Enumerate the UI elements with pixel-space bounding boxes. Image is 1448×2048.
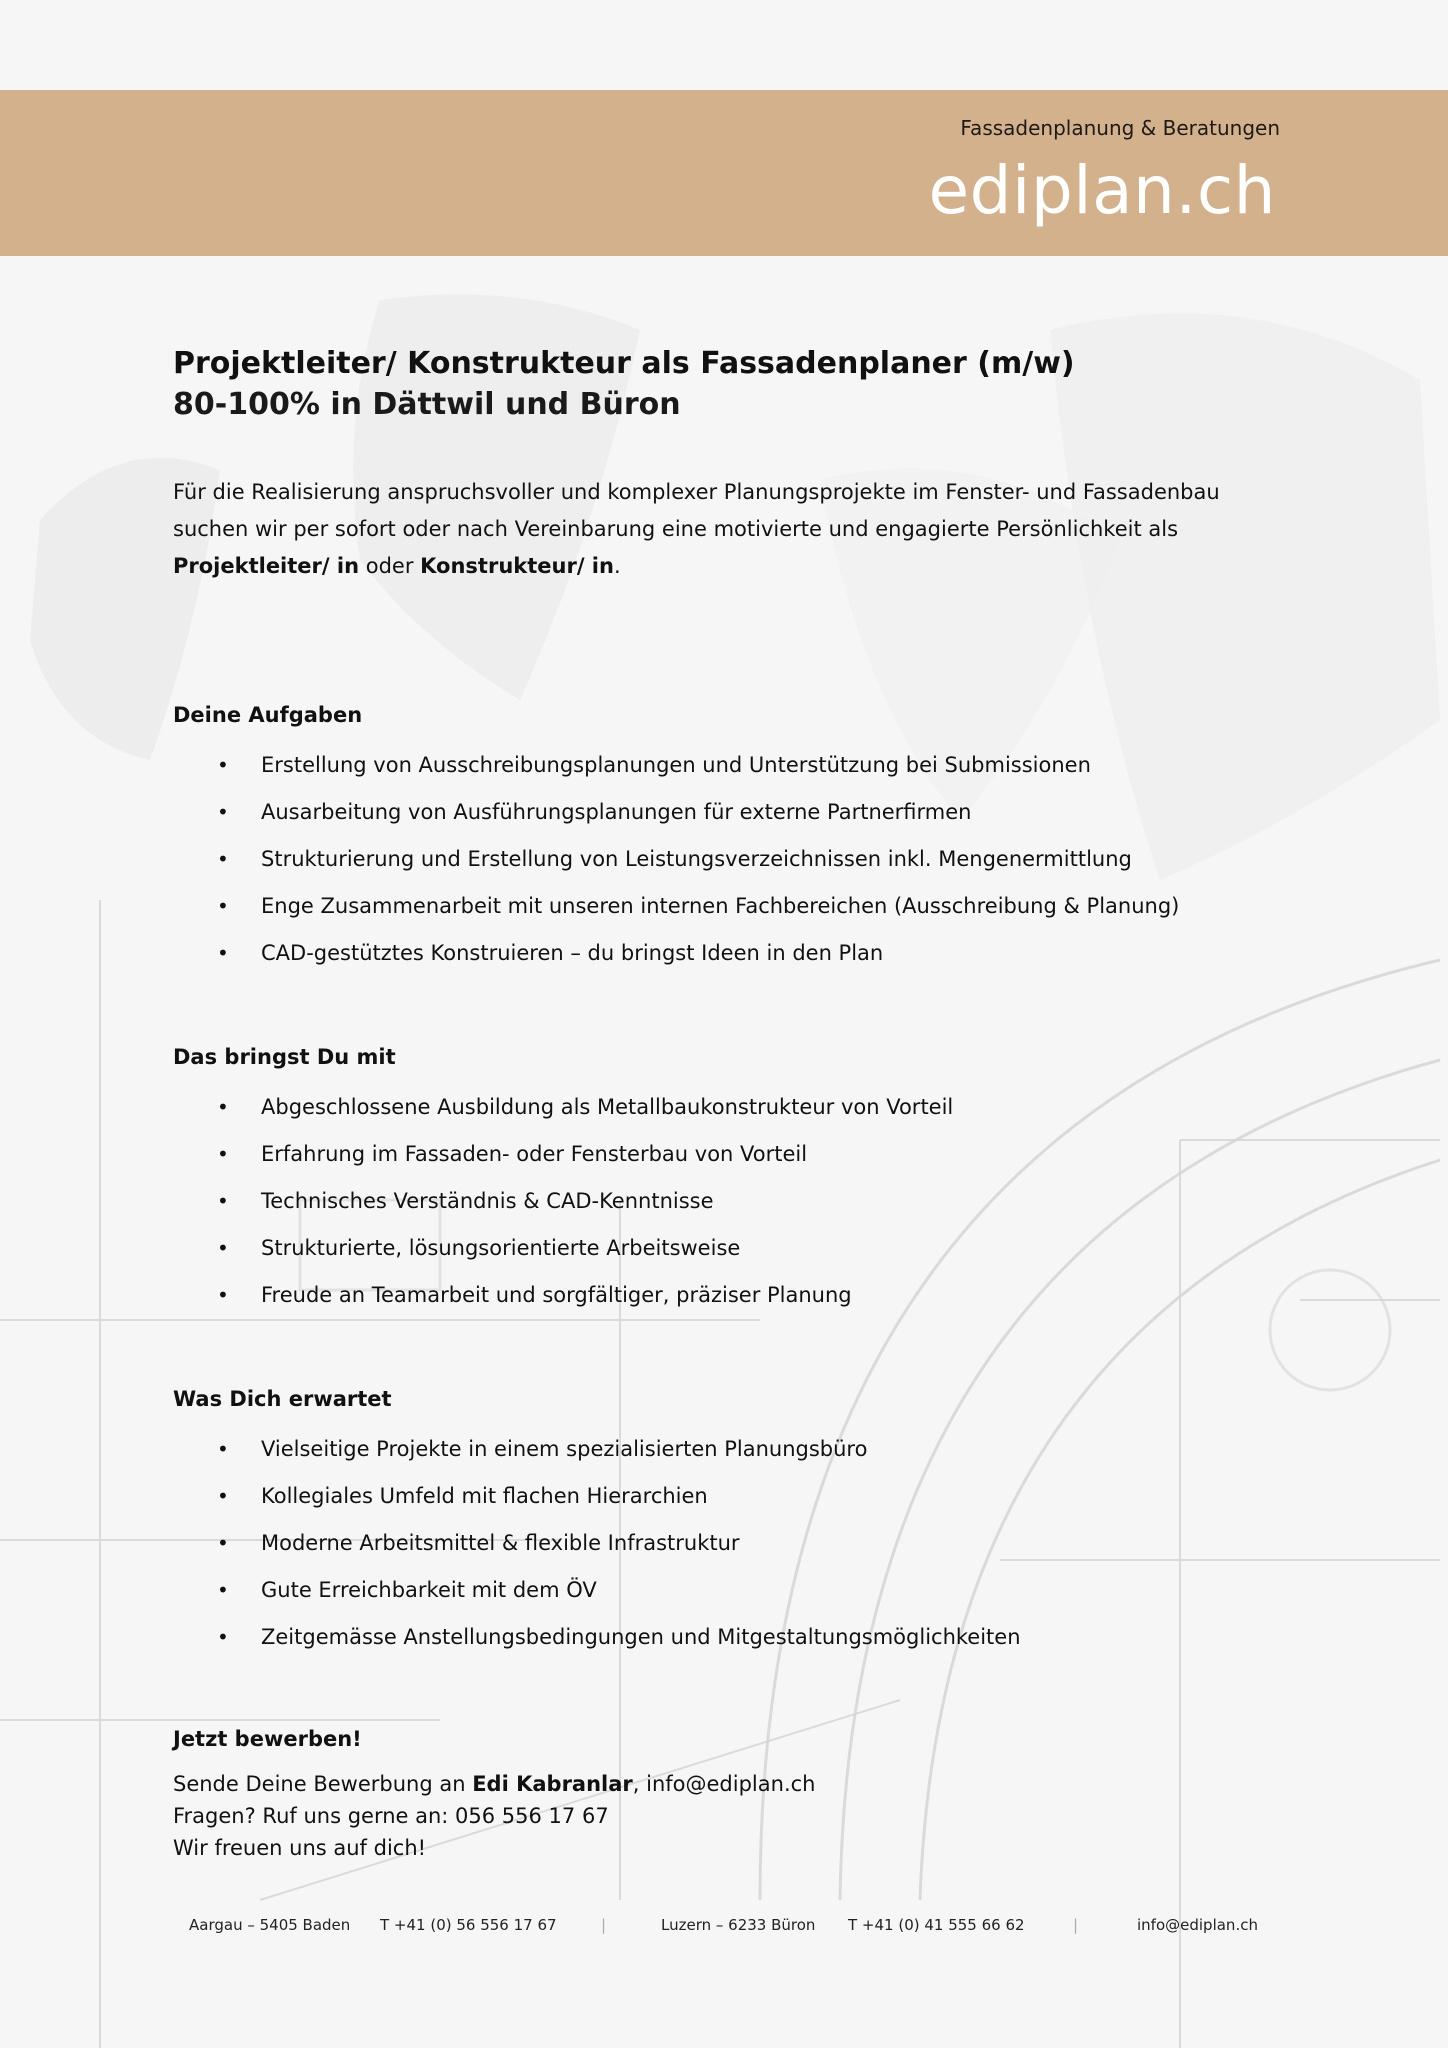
company-logo: ediplan.ch [928, 152, 1276, 229]
bullet-list [173, 1426, 1021, 1661]
intro-line-2: suchen wir per sofort oder nach Vereinbarung eine motivierte und engagierte Persönlichkeit als [173, 517, 1179, 541]
section-tasks [173, 700, 1179, 977]
list-item: • Strukturierung und Erstellung von Leistungsverzeichnissen inkl. Mengenermittlung [173, 836, 1179, 883]
apply-heading: Jetzt bewerben! [173, 1727, 362, 1751]
list-item: • CAD-gestütztes Konstruieren – du bringst Ideen in den Plan [173, 930, 1179, 977]
list-item: • Zeitgemässe Anstellungsbedingungen und Mitgestaltungsmöglichkeiten [173, 1614, 1021, 1661]
intro-end: . [613, 554, 621, 578]
section-heading: Das bringst Du mit [173, 1045, 396, 1069]
footer-separator: | [601, 1916, 607, 1934]
list-item: • Erstellung von Ausschreibungsplanungen und Unterstützung bei Submissionen [173, 742, 1179, 789]
job-title: Projektleiter/ Konstrukteur als Fassadenplaner (m/w) [173, 346, 1075, 381]
section-benefits [173, 1384, 1021, 1661]
apply-closing: Wir freuen uns auf dich! [173, 1836, 427, 1860]
list-item: • Vielseitige Projekte in einem spezialisierten Planungsbüro [173, 1426, 1021, 1473]
list-item: • Ausarbeitung von Ausführungsplanungen für externe Partnerfirmen [173, 789, 1179, 836]
apply-questions: Fragen? Ruf uns gerne an: 056 556 17 67 [173, 1804, 609, 1828]
intro-role-1: Projektleiter/ in [173, 554, 360, 578]
list-item: • Erfahrung im Fassaden- oder Fensterbau von Vorteil [173, 1131, 953, 1178]
footer-phone-baden[interactable]: T +41 (0) 56 556 17 67 [380, 1916, 557, 1934]
bullet-list [173, 1084, 953, 1319]
job-subtitle: 80-100% in Dättwil und Büron [173, 387, 681, 422]
list-item: • Abgeschlossene Ausbildung als Metallbaukonstrukteur von Vorteil [173, 1084, 953, 1131]
intro-connector: oder [365, 554, 414, 578]
bullet-list [173, 742, 1179, 977]
footer-separator: | [1073, 1916, 1079, 1934]
footer-phone-bueron[interactable]: T +41 (0) 41 555 66 62 [848, 1916, 1025, 1934]
apply-send-prefix: Sende Deine Bewerbung an [173, 1772, 466, 1796]
list-item: • Gute Erreichbarkeit mit dem ÖV [173, 1567, 1021, 1614]
list-item: • Technisches Verständnis & CAD-Kenntnisse [173, 1178, 953, 1225]
footer-office-baden: Aargau – 5405 Baden [189, 1916, 351, 1934]
footer-email[interactable]: info@ediplan.ch [1137, 1916, 1258, 1934]
section-requirements [173, 1042, 953, 1319]
footer-office-bueron: Luzern – 6233 Büron [661, 1916, 816, 1934]
intro-paragraph [173, 474, 1253, 585]
list-item: • Strukturierte, lösungsorientierte Arbeitsweise [173, 1225, 953, 1272]
section-heading: Was Dich erwartet [173, 1387, 392, 1411]
header-band [0, 90, 1448, 256]
list-item: • Enge Zusammenarbeit mit unseren internen Fachbereichen (Ausschreibung & Planung) [173, 883, 1179, 930]
job-intro [173, 344, 1283, 585]
intro-line-1: Für die Realisierung anspruchsvoller und komplexer Planungsprojekte im Fenster- und Fassadenbau [173, 480, 1220, 504]
intro-role-2: Konstrukteur/ in [420, 554, 614, 578]
apply-contact-name: Edi Kabranlar [472, 1772, 633, 1796]
list-item: • Freude an Teamarbeit und sorgfältiger, präziser Planung [173, 1272, 953, 1319]
list-item: • Moderne Arbeitsmittel & flexible Infrastruktur [173, 1520, 1021, 1567]
apply-send-line [173, 1768, 815, 1800]
list-item: • Kollegiales Umfeld mit flachen Hierarchien [173, 1473, 1021, 1520]
apply-contact-email[interactable]: , info@ediplan.ch [632, 1772, 816, 1796]
company-tagline: Fassadenplanung & Beratungen [960, 116, 1280, 140]
section-heading: Deine Aufgaben [173, 703, 363, 727]
apply-section [173, 1724, 815, 1864]
